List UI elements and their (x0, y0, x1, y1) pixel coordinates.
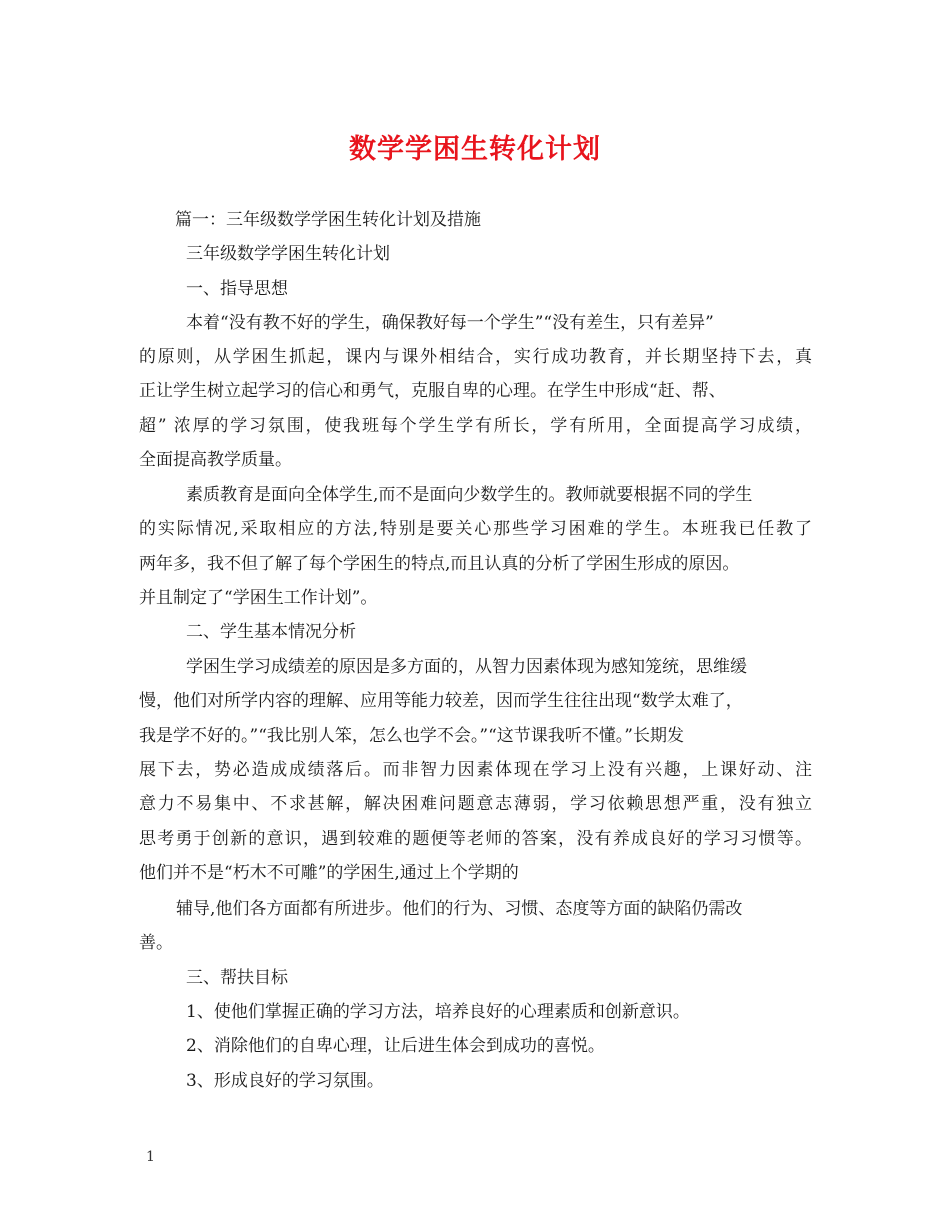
paragraph-line: 慢，他们对所学内容的理解、应用等能力较差，因而学生往往出现“数学太难了， (139, 691, 743, 711)
paragraph-line: 两年多，我不但了解了每个学困生的特点,而且认真的分析了学困生形成的原因。 (139, 554, 740, 574)
goal-item-1: 1、使他们掌握正确的学习方法，培养良好的心理素质和创新意识。 (186, 1002, 690, 1022)
paragraph-line: 思考勇于创新的意识，遇到较难的题便等老师的答案，没有养成良好的学习习惯等。 (139, 829, 812, 849)
paragraph-line: 超” 浓厚的学习氛围，使我班每个学生学有所长，学有所用，全面提高学习成绩， (139, 416, 812, 436)
paragraph-line: 的原则，从学困生抓起，课内与课外相结合，实行成功教育，并长期坚持下去，真 (139, 347, 812, 367)
section-heading-support-goals: 三、帮扶目标 (186, 968, 288, 988)
paragraph-line: 他们并不是“朽木不可雕”的学困生,通过上个学期的 (139, 863, 519, 883)
paragraph-line: 善。 (139, 933, 173, 953)
document-title: 数学学困生转化计划 (349, 134, 601, 165)
page-number: 1 (146, 1149, 155, 1165)
goal-item-2: 2、消除他们的自卑心理，让后进生体会到成功的喜悦。 (186, 1036, 605, 1056)
paragraph-line: 全面提高教学质量。 (139, 450, 292, 470)
goal-item-3: 3、形成良好的学习氛围。 (186, 1071, 384, 1091)
paragraph-line: 我是学不好的。”“我比别人笨，怎么也学不会。”“这节课我听不懂。”长期发 (139, 726, 684, 746)
paragraph-line: 学困生学习成绩差的原因是多方面的，从智力因素体现为感知笼统，思维缓 (186, 657, 747, 677)
paragraph-line: 展下去，势必造成成绩落后。而非智力因素体现在学习上没有兴趣，上课好动、注 (139, 760, 812, 780)
paragraph-line: 素质教育是面向全体学生,而不是面向少数学生的。教师就要根据不同的学生 (186, 485, 753, 505)
paragraph-line: 本着“没有教不好的学生，确保教好每一个学生”“没有差生，只有差异” (186, 313, 714, 333)
paragraph-line: 辅导,他们各方面都有所进步。他们的行为、习惯、态度等方面的缺陷仍需改 (176, 899, 743, 919)
paragraph-line: 正让学生树立起学习的信心和勇气，克服自卑的心理。在学生中形成“赶、帮、 (139, 381, 726, 401)
paragraph-line: 并且制定了“学困生工作计划”。 (139, 588, 378, 608)
section-heading-guiding-ideas: 一、指导思想 (186, 279, 288, 299)
paragraph-line: 意力不易集中、不求甚解，解决困难问题意志薄弱，学习依赖思想严重，没有独立 (139, 794, 812, 814)
section-heading-part-one: 篇一：三年级数学学困生转化计划及措施 (175, 210, 481, 230)
subtitle-plan: 三年级数学学困生转化计划 (186, 244, 390, 264)
section-heading-student-analysis: 二、学生基本情况分析 (186, 622, 356, 642)
paragraph-line: 的实际情况,采取相应的方法,特别是要关心那些学习困难的学生。本班我已任教了 (139, 519, 812, 539)
